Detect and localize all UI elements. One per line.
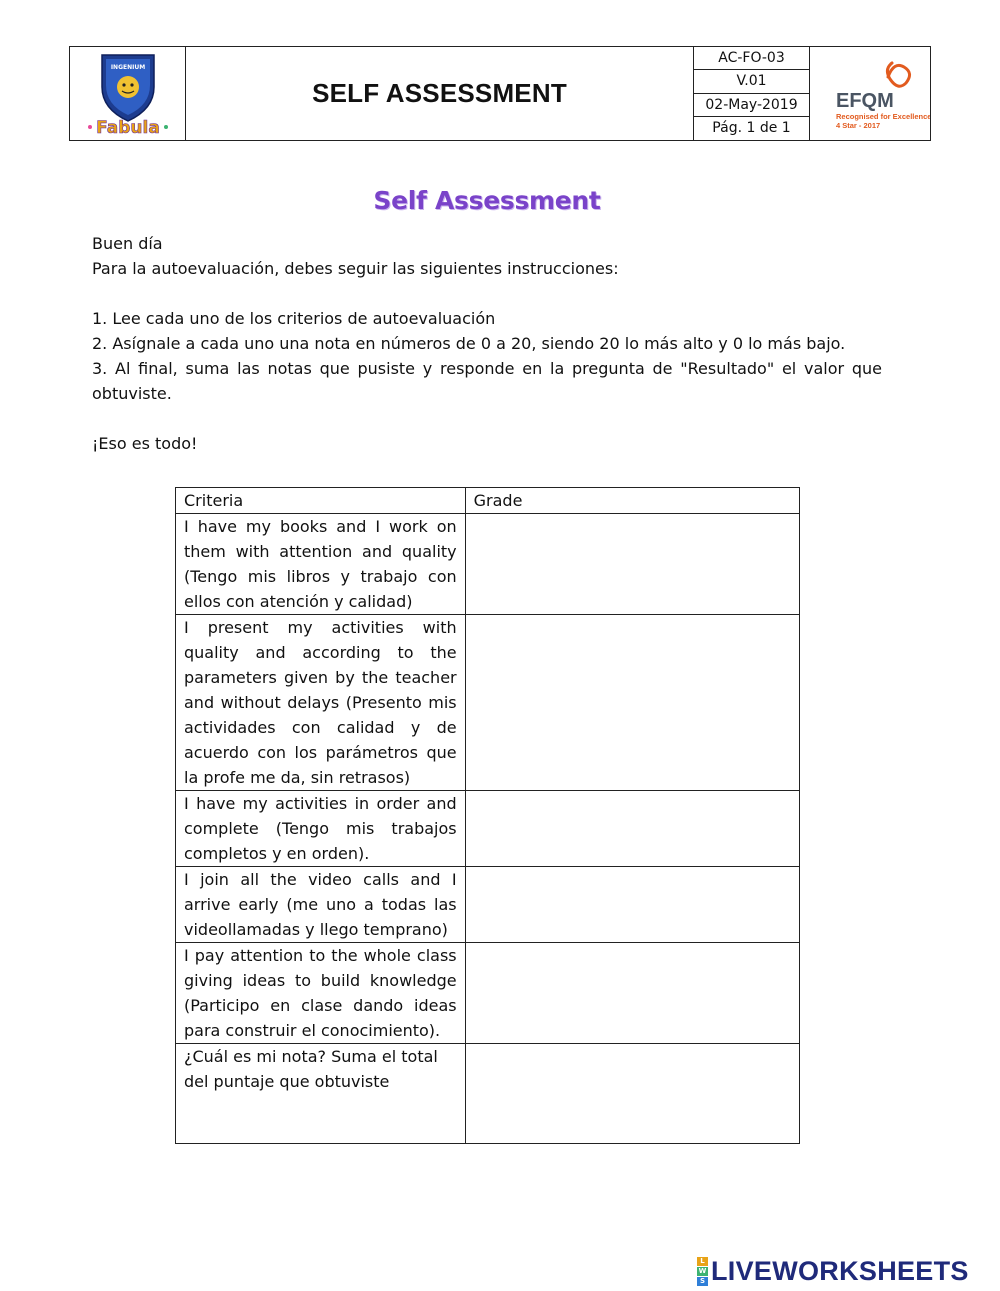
efqm-logo-cell <box>810 47 930 140</box>
school-logo-cell <box>70 47 186 140</box>
grade-input[interactable] <box>465 615 799 791</box>
grade-input[interactable] <box>465 943 799 1044</box>
criteria-cell: ¿Cuál es mi nota? Suma el total del puntaje que obtuviste <box>176 1044 466 1144</box>
table-row <box>176 867 800 943</box>
table-header-row <box>176 488 800 514</box>
table-row <box>176 514 800 615</box>
block-letter: W <box>698 1267 707 1275</box>
table-row <box>176 615 800 791</box>
criteria-header: Criteria <box>176 488 466 514</box>
table-row <box>176 943 800 1044</box>
result-input[interactable] <box>465 1044 799 1144</box>
criteria-cell: I present my activities with quality and according to the parameters given by the teacher and without delays (Presento mis actividades con calidad y de acuerdo con los parámetros que la profe me da, sin retrasos) <box>176 615 466 791</box>
instructions <box>92 231 882 456</box>
section-heading: Self Assessment <box>373 186 601 215</box>
instructions-lead: Para la autoevaluación, debes seguir las siguientes instrucciones: <box>92 259 619 278</box>
school-crest-text: INGENIUM <box>110 64 146 71</box>
liveworksheets-logo <box>697 1256 969 1287</box>
instruction-step-3: 3. Al final, suma las notas que pusiste y responde en la pregunta de "Resultado" el valor que obtuviste. <box>92 359 882 403</box>
table-row <box>176 791 800 867</box>
block-letter: S <box>697 1277 708 1286</box>
doc-date: 02-May-2019 <box>694 94 809 117</box>
criteria-cell: I have my books and I work on them with attention and quality (Tengo mis libros y trabajo con ellos con atención y calidad) <box>176 514 466 615</box>
grade-header: Grade <box>465 488 799 514</box>
header-meta-cell <box>694 47 810 140</box>
document-header <box>69 46 931 141</box>
efqm-line2: 4 Star - 2017 <box>836 121 881 130</box>
efqm-name: EFQM <box>836 90 894 112</box>
grade-input[interactable] <box>465 791 799 867</box>
header-title-cell <box>186 47 694 140</box>
grade-input[interactable] <box>465 514 799 615</box>
instruction-step-1: 1. Lee cada uno de los criterios de autoevaluación <box>92 309 496 328</box>
efqm-line1: Recognised for Excellence <box>836 112 930 121</box>
liveworksheets-brand: LIVEWORKSHEETS <box>711 1256 969 1286</box>
criteria-cell: I pay attention to the whole class giving ideas to build knowledge (Participo en clase dando ideas para construir el conocimiento). <box>176 943 466 1044</box>
school-logo-text: Fabula <box>96 118 160 138</box>
greeting: Buen día <box>92 234 163 253</box>
school-crest-icon <box>70 47 186 140</box>
criteria-table <box>175 487 800 1144</box>
closing-text: ¡Eso es todo! <box>92 434 198 453</box>
grade-input[interactable] <box>465 867 799 943</box>
instruction-step-2: 2. Asígnale a cada uno una nota en números de 0 a 20, siendo 20 lo más alto y 0 lo más bajo. <box>92 334 846 353</box>
table-row <box>176 1044 800 1144</box>
criteria-cell: I have my activities in order and complete (Tengo mis trabajos completos y en orden). <box>176 791 466 867</box>
doc-page: Pág. 1 de 1 <box>712 120 791 137</box>
page-title: SELF ASSESSMENT <box>312 78 567 108</box>
liveworksheets-blocks-icon <box>697 1257 708 1286</box>
block-letter: L <box>697 1257 708 1266</box>
doc-code: AC-FO-03 <box>694 47 809 70</box>
criteria-cell: I join all the video calls and I arrive early (me uno a todas las videollamadas y llego temprano) <box>176 867 466 943</box>
doc-version: V.01 <box>694 70 809 93</box>
efqm-logo-icon <box>810 47 930 140</box>
